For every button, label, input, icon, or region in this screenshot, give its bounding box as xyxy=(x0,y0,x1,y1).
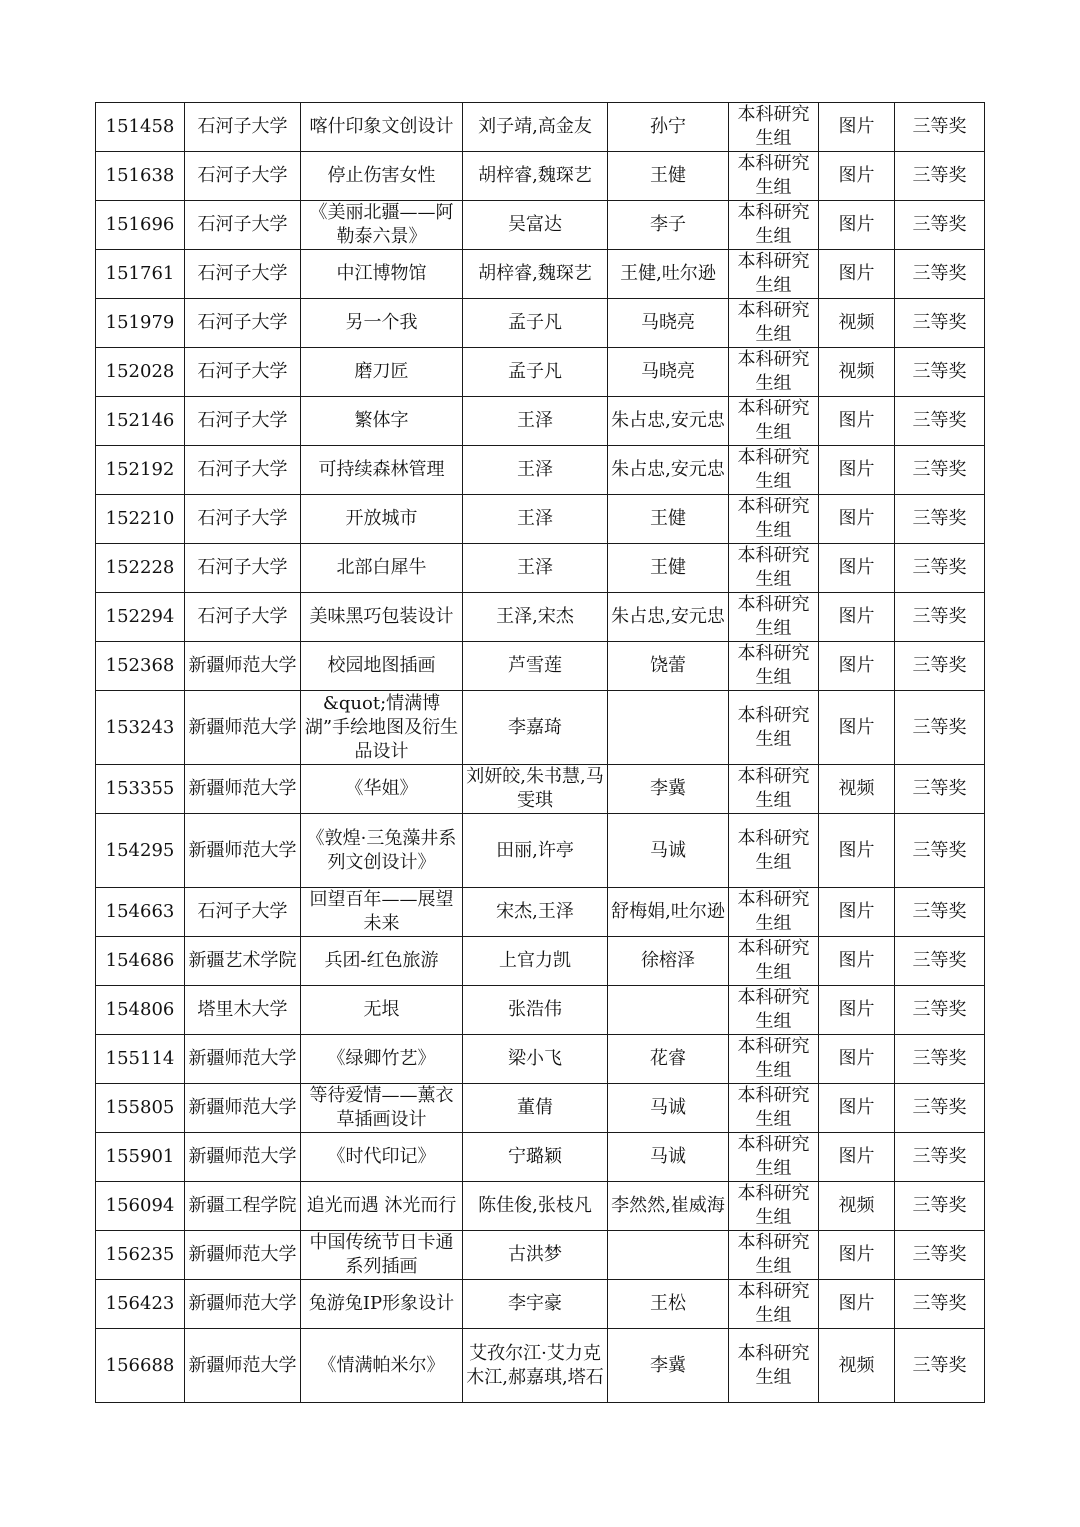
group-cell: 本科研究生组 xyxy=(729,544,819,593)
work-title-cell: 另一个我 xyxy=(301,299,463,348)
award-cell: 三等奖 xyxy=(895,642,985,691)
category-cell: 视频 xyxy=(819,299,895,348)
category-cell: 图片 xyxy=(819,152,895,201)
advisor-cell: 王健 xyxy=(608,495,729,544)
work-title-cell: &quot;情满博湖”手绘地图及衍生品设计 xyxy=(301,691,463,765)
advisor-cell: 王健 xyxy=(608,544,729,593)
work-title-cell: 《敦煌·三兔藻井系列文创设计》 xyxy=(301,814,463,888)
authors-cell: 孟子凡 xyxy=(463,348,608,397)
school-cell: 新疆师范大学 xyxy=(185,1035,301,1084)
table-row xyxy=(96,691,985,765)
work-title-cell: 兔游兔IP形象设计 xyxy=(301,1280,463,1329)
authors-cell: 梁小飞 xyxy=(463,1035,608,1084)
table-row xyxy=(96,544,985,593)
authors-cell: 宋杰,王泽 xyxy=(463,888,608,937)
table-row xyxy=(96,250,985,299)
group-cell: 本科研究生组 xyxy=(729,1231,819,1280)
table-row xyxy=(96,1280,985,1329)
school-cell: 新疆师范大学 xyxy=(185,642,301,691)
table-row xyxy=(96,642,985,691)
school-cell: 新疆师范大学 xyxy=(185,1133,301,1182)
group-cell: 本科研究生组 xyxy=(729,152,819,201)
award-cell: 三等奖 xyxy=(895,152,985,201)
award-cell: 三等奖 xyxy=(895,814,985,888)
award-cell: 三等奖 xyxy=(895,765,985,814)
category-cell: 图片 xyxy=(819,691,895,765)
entry-id-cell: 156094 xyxy=(96,1182,185,1231)
category-cell: 图片 xyxy=(819,642,895,691)
entry-id-cell: 156688 xyxy=(96,1329,185,1403)
work-title-cell: 校园地图插画 xyxy=(301,642,463,691)
group-cell: 本科研究生组 xyxy=(729,201,819,250)
authors-cell: 王泽,宋杰 xyxy=(463,593,608,642)
work-title-cell: 追光而遇 沐光而行 xyxy=(301,1182,463,1231)
table-row xyxy=(96,103,985,152)
advisor-cell: 舒梅娟,吐尔逊 xyxy=(608,888,729,937)
entry-id-cell: 156423 xyxy=(96,1280,185,1329)
authors-cell: 胡梓睿,魏琛艺 xyxy=(463,250,608,299)
school-cell: 石河子大学 xyxy=(185,446,301,495)
group-cell: 本科研究生组 xyxy=(729,1133,819,1182)
entry-id-cell: 154295 xyxy=(96,814,185,888)
category-cell: 图片 xyxy=(819,986,895,1035)
school-cell: 石河子大学 xyxy=(185,888,301,937)
table-row xyxy=(96,888,985,937)
work-title-cell: 中江博物馆 xyxy=(301,250,463,299)
work-title-cell: 可持续森林管理 xyxy=(301,446,463,495)
advisor-cell: 饶蕾 xyxy=(608,642,729,691)
entry-id-cell: 151979 xyxy=(96,299,185,348)
award-cell: 三等奖 xyxy=(895,397,985,446)
entry-id-cell: 156235 xyxy=(96,1231,185,1280)
group-cell: 本科研究生组 xyxy=(729,814,819,888)
award-cell: 三等奖 xyxy=(895,446,985,495)
advisor-cell: 李然然,崔威海 xyxy=(608,1182,729,1231)
work-title-cell: 无垠 xyxy=(301,986,463,1035)
group-cell: 本科研究生组 xyxy=(729,765,819,814)
award-cell: 三等奖 xyxy=(895,495,985,544)
entry-id-cell: 154806 xyxy=(96,986,185,1035)
group-cell: 本科研究生组 xyxy=(729,1329,819,1403)
category-cell: 视频 xyxy=(819,348,895,397)
authors-cell: 王泽 xyxy=(463,397,608,446)
authors-cell: 刘妍皎,朱书慧,马雯琪 xyxy=(463,765,608,814)
awards-table xyxy=(95,102,985,1403)
school-cell: 新疆师范大学 xyxy=(185,765,301,814)
category-cell: 图片 xyxy=(819,888,895,937)
entry-id-cell: 152192 xyxy=(96,446,185,495)
award-cell: 三等奖 xyxy=(895,250,985,299)
table-row xyxy=(96,986,985,1035)
category-cell: 图片 xyxy=(819,544,895,593)
entry-id-cell: 153355 xyxy=(96,765,185,814)
award-cell: 三等奖 xyxy=(895,544,985,593)
entry-id-cell: 151638 xyxy=(96,152,185,201)
group-cell: 本科研究生组 xyxy=(729,593,819,642)
category-cell: 图片 xyxy=(819,1035,895,1084)
school-cell: 新疆师范大学 xyxy=(185,1084,301,1133)
work-title-cell: 回望百年——展望未来 xyxy=(301,888,463,937)
table-row xyxy=(96,1182,985,1231)
category-cell: 图片 xyxy=(819,495,895,544)
award-cell: 三等奖 xyxy=(895,1133,985,1182)
work-title-cell: 《绿卿竹艺》 xyxy=(301,1035,463,1084)
entry-id-cell: 155805 xyxy=(96,1084,185,1133)
authors-cell: 艾孜尔江·艾力克木江,郝嘉琪,塔石 xyxy=(463,1329,608,1403)
school-cell: 新疆师范大学 xyxy=(185,1280,301,1329)
category-cell: 视频 xyxy=(819,1329,895,1403)
group-cell: 本科研究生组 xyxy=(729,348,819,397)
table-row xyxy=(96,299,985,348)
school-cell: 新疆师范大学 xyxy=(185,691,301,765)
work-title-cell: 北部白犀牛 xyxy=(301,544,463,593)
entry-id-cell: 154686 xyxy=(96,937,185,986)
entry-id-cell: 151761 xyxy=(96,250,185,299)
group-cell: 本科研究生组 xyxy=(729,642,819,691)
school-cell: 塔里木大学 xyxy=(185,986,301,1035)
group-cell: 本科研究生组 xyxy=(729,937,819,986)
advisor-cell: 马晓亮 xyxy=(608,299,729,348)
entry-id-cell: 151696 xyxy=(96,201,185,250)
work-title-cell: 等待爱情——薰衣草插画设计 xyxy=(301,1084,463,1133)
category-cell: 视频 xyxy=(819,765,895,814)
table-row xyxy=(96,152,985,201)
advisor-cell: 王松 xyxy=(608,1280,729,1329)
authors-cell: 芦雪莲 xyxy=(463,642,608,691)
entry-id-cell: 152210 xyxy=(96,495,185,544)
advisor-cell: 朱占忠,安元忠 xyxy=(608,593,729,642)
school-cell: 石河子大学 xyxy=(185,152,301,201)
table-row xyxy=(96,1329,985,1403)
entry-id-cell: 152028 xyxy=(96,348,185,397)
authors-cell: 张浩伟 xyxy=(463,986,608,1035)
work-title-cell: 停止伤害女性 xyxy=(301,152,463,201)
advisor-cell: 马诚 xyxy=(608,1133,729,1182)
category-cell: 图片 xyxy=(819,250,895,299)
category-cell: 图片 xyxy=(819,1231,895,1280)
advisor-cell: 徐榕泽 xyxy=(608,937,729,986)
group-cell: 本科研究生组 xyxy=(729,986,819,1035)
authors-cell: 董倩 xyxy=(463,1084,608,1133)
award-cell: 三等奖 xyxy=(895,299,985,348)
entry-id-cell: 154663 xyxy=(96,888,185,937)
award-cell: 三等奖 xyxy=(895,201,985,250)
category-cell: 图片 xyxy=(819,446,895,495)
school-cell: 石河子大学 xyxy=(185,103,301,152)
group-cell: 本科研究生组 xyxy=(729,446,819,495)
group-cell: 本科研究生组 xyxy=(729,1084,819,1133)
school-cell: 石河子大学 xyxy=(185,544,301,593)
group-cell: 本科研究生组 xyxy=(729,495,819,544)
advisor-cell: 李子 xyxy=(608,201,729,250)
award-cell: 三等奖 xyxy=(895,1035,985,1084)
school-cell: 新疆工程学院 xyxy=(185,1182,301,1231)
award-cell: 三等奖 xyxy=(895,1280,985,1329)
category-cell: 图片 xyxy=(819,937,895,986)
school-cell: 石河子大学 xyxy=(185,348,301,397)
authors-cell: 王泽 xyxy=(463,544,608,593)
authors-cell: 吴富达 xyxy=(463,201,608,250)
group-cell: 本科研究生组 xyxy=(729,1182,819,1231)
authors-cell: 李宇豪 xyxy=(463,1280,608,1329)
authors-cell: 王泽 xyxy=(463,446,608,495)
table-row xyxy=(96,814,985,888)
school-cell: 新疆师范大学 xyxy=(185,1329,301,1403)
category-cell: 图片 xyxy=(819,201,895,250)
advisor-cell: 朱占忠,安元忠 xyxy=(608,397,729,446)
advisor-cell: 马晓亮 xyxy=(608,348,729,397)
advisor-cell xyxy=(608,1231,729,1280)
work-title-cell: 喀什印象文创设计 xyxy=(301,103,463,152)
authors-cell: 陈佳俊,张枝凡 xyxy=(463,1182,608,1231)
authors-cell: 田丽,许亭 xyxy=(463,814,608,888)
authors-cell: 宁璐颖 xyxy=(463,1133,608,1182)
advisor-cell: 李冀 xyxy=(608,765,729,814)
school-cell: 石河子大学 xyxy=(185,495,301,544)
work-title-cell: 开放城市 xyxy=(301,495,463,544)
award-cell: 三等奖 xyxy=(895,103,985,152)
entry-id-cell: 151458 xyxy=(96,103,185,152)
advisor-cell xyxy=(608,691,729,765)
table-row xyxy=(96,495,985,544)
award-cell: 三等奖 xyxy=(895,1182,985,1231)
advisor-cell xyxy=(608,986,729,1035)
entry-id-cell: 152294 xyxy=(96,593,185,642)
group-cell: 本科研究生组 xyxy=(729,299,819,348)
work-title-cell: 中国传统节日卡通系列插画 xyxy=(301,1231,463,1280)
advisor-cell: 花睿 xyxy=(608,1035,729,1084)
category-cell: 图片 xyxy=(819,397,895,446)
entry-id-cell: 152146 xyxy=(96,397,185,446)
authors-cell: 刘子靖,高金友 xyxy=(463,103,608,152)
category-cell: 图片 xyxy=(819,593,895,642)
authors-cell: 王泽 xyxy=(463,495,608,544)
work-title-cell: 兵团-红色旅游 xyxy=(301,937,463,986)
advisor-cell: 王健,吐尔逊 xyxy=(608,250,729,299)
entry-id-cell: 152368 xyxy=(96,642,185,691)
work-title-cell: 美味黑巧包装设计 xyxy=(301,593,463,642)
school-cell: 石河子大学 xyxy=(185,250,301,299)
table-row xyxy=(96,1133,985,1182)
work-title-cell: 《华姐》 xyxy=(301,765,463,814)
work-title-cell: 《美丽北疆——阿勒泰六景》 xyxy=(301,201,463,250)
group-cell: 本科研究生组 xyxy=(729,397,819,446)
entry-id-cell: 153243 xyxy=(96,691,185,765)
school-cell: 石河子大学 xyxy=(185,397,301,446)
work-title-cell: 磨刀匠 xyxy=(301,348,463,397)
group-cell: 本科研究生组 xyxy=(729,103,819,152)
work-title-cell: 《情满帕米尔》 xyxy=(301,1329,463,1403)
work-title-cell: 《时代印记》 xyxy=(301,1133,463,1182)
entry-id-cell: 152228 xyxy=(96,544,185,593)
table-row xyxy=(96,1084,985,1133)
group-cell: 本科研究生组 xyxy=(729,250,819,299)
school-cell: 新疆师范大学 xyxy=(185,814,301,888)
school-cell: 石河子大学 xyxy=(185,593,301,642)
group-cell: 本科研究生组 xyxy=(729,1035,819,1084)
authors-cell: 胡梓睿,魏琛艺 xyxy=(463,152,608,201)
category-cell: 图片 xyxy=(819,1133,895,1182)
school-cell: 石河子大学 xyxy=(185,299,301,348)
category-cell: 图片 xyxy=(819,1084,895,1133)
award-cell: 三等奖 xyxy=(895,986,985,1035)
advisor-cell: 李冀 xyxy=(608,1329,729,1403)
award-cell: 三等奖 xyxy=(895,691,985,765)
category-cell: 视频 xyxy=(819,1182,895,1231)
award-cell: 三等奖 xyxy=(895,1329,985,1403)
table-row xyxy=(96,446,985,495)
award-cell: 三等奖 xyxy=(895,593,985,642)
advisor-cell: 王健 xyxy=(608,152,729,201)
group-cell: 本科研究生组 xyxy=(729,888,819,937)
table-row xyxy=(96,1231,985,1280)
school-cell: 新疆师范大学 xyxy=(185,1231,301,1280)
award-cell: 三等奖 xyxy=(895,937,985,986)
table-row xyxy=(96,1035,985,1084)
table-row xyxy=(96,593,985,642)
table-row xyxy=(96,201,985,250)
category-cell: 图片 xyxy=(819,103,895,152)
authors-cell: 上官力凯 xyxy=(463,937,608,986)
table-row xyxy=(96,397,985,446)
advisor-cell: 孙宁 xyxy=(608,103,729,152)
school-cell: 新疆艺术学院 xyxy=(185,937,301,986)
authors-cell: 李嘉琦 xyxy=(463,691,608,765)
table-row xyxy=(96,937,985,986)
authors-cell: 古洪梦 xyxy=(463,1231,608,1280)
award-cell: 三等奖 xyxy=(895,888,985,937)
school-cell: 石河子大学 xyxy=(185,201,301,250)
advisor-cell: 朱占忠,安元忠 xyxy=(608,446,729,495)
group-cell: 本科研究生组 xyxy=(729,691,819,765)
authors-cell: 孟子凡 xyxy=(463,299,608,348)
group-cell: 本科研究生组 xyxy=(729,1280,819,1329)
entry-id-cell: 155901 xyxy=(96,1133,185,1182)
table-body xyxy=(96,103,985,1403)
category-cell: 图片 xyxy=(819,1280,895,1329)
advisor-cell: 马诚 xyxy=(608,1084,729,1133)
table-row xyxy=(96,765,985,814)
advisor-cell: 马诚 xyxy=(608,814,729,888)
table-row xyxy=(96,348,985,397)
award-cell: 三等奖 xyxy=(895,1084,985,1133)
entry-id-cell: 155114 xyxy=(96,1035,185,1084)
award-cell: 三等奖 xyxy=(895,348,985,397)
work-title-cell: 繁体字 xyxy=(301,397,463,446)
award-cell: 三等奖 xyxy=(895,1231,985,1280)
category-cell: 图片 xyxy=(819,814,895,888)
